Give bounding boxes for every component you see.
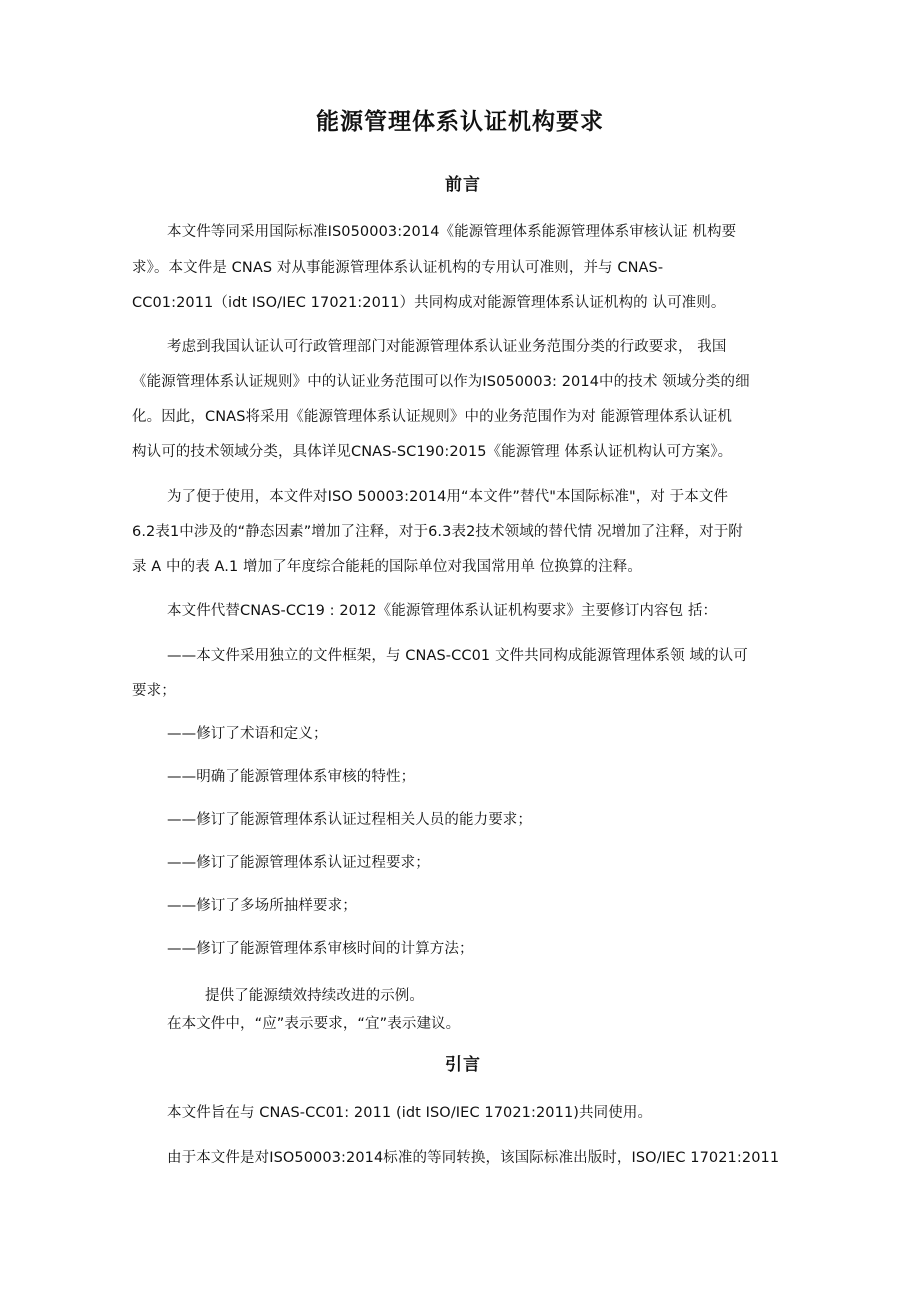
terminology-note: 在本文件中，“应”表示要求，“宜”表示建议。 xyxy=(167,1016,461,1032)
paragraph-line: ——本文件采用独立的文件框架，与 CNAS-CC01 文件共同构成能源管理体系领 域的认可 xyxy=(167,648,748,664)
introduction-paragraph: 本文件旨在与 CNAS-CC01: 2011 (idt ISO/IEC 17021:2011)共同使用。 xyxy=(167,1105,653,1121)
list-item: ——修订了能源管理体系认证过程相关人员的能力要求； xyxy=(167,812,532,828)
introduction-paragraph: 由于本文件是对ISO50003:2014标准的等同转换，该国际标准出版时，ISO/IEC 17021:2011 xyxy=(167,1150,780,1166)
paragraph-line: 本文件等同采用国际标准IS050003:2014《能源管理体系能源管理体系审核认证 机构要 xyxy=(167,224,737,240)
paragraph-line: 《能源管理体系认证规则》中的认证业务范围可以作为IS050003: 2014中的技术 领域分类的细 xyxy=(132,374,750,390)
list-item: ——修订了多场所抽样要求； xyxy=(167,898,357,914)
paragraph-line: 化。因此，CNAS将采用《能源管理体系认证规则》中的业务范围作为对 能源管理体系认证机 xyxy=(132,409,732,425)
foreword-heading: 前言 xyxy=(445,175,481,195)
paragraph-line: 要求； xyxy=(132,683,176,699)
paragraph-line: 为了便于使用，本文件对ISO 50003:2014用“本文件”替代"本国际标准"，对 于本文件 xyxy=(167,489,729,505)
paragraph-line: 6.2表1中涉及的“静态因素”增加了注释，对于6.3表2技术领域的替代情 况增加了注释，对于附 xyxy=(132,524,743,540)
paragraph-line: 构认可的技术领域分类，具体详见CNAS-SC190:2015《能源管理 体系认证机构认可方案》。 xyxy=(132,444,733,460)
list-item: ——修订了能源管理体系认证过程要求； xyxy=(167,855,430,871)
paragraph-line: 考虑到我国认证认可行政管理部门对能源管理体系认证业务范围分类的行政要求， 我国 xyxy=(167,339,727,355)
document-title: 能源管理体系认证机构要求 xyxy=(316,109,604,135)
paragraph-line: 求》。本文件是 CNAS 对从事能源管理体系认证机构的专用认可准则，并与 CNAS- xyxy=(132,260,664,276)
extra-list-item: 提供了能源绩效持续改进的示例。 xyxy=(205,988,424,1004)
paragraph-line: 录 A 中的表 A.1 增加了年度综合能耗的国际单位对我国常用单 位换算的注释。 xyxy=(132,559,642,575)
list-item: ——修订了能源管理体系审核时间的计算方法； xyxy=(167,941,474,957)
introduction-heading: 引言 xyxy=(445,1055,481,1075)
list-item: ——修订了术语和定义； xyxy=(167,726,328,742)
list-item: ——明确了能源管理体系审核的特性； xyxy=(167,769,416,785)
paragraph-line: 本文件代替CNAS-CC19 : 2012《能源管理体系认证机构要求》主要修订内容包 括： xyxy=(167,603,718,619)
paragraph-line: CC01:2011（idt ISO/IEC 17021:2011）共同构成对能源管理体系认证机构的 认可准则。 xyxy=(132,295,726,311)
